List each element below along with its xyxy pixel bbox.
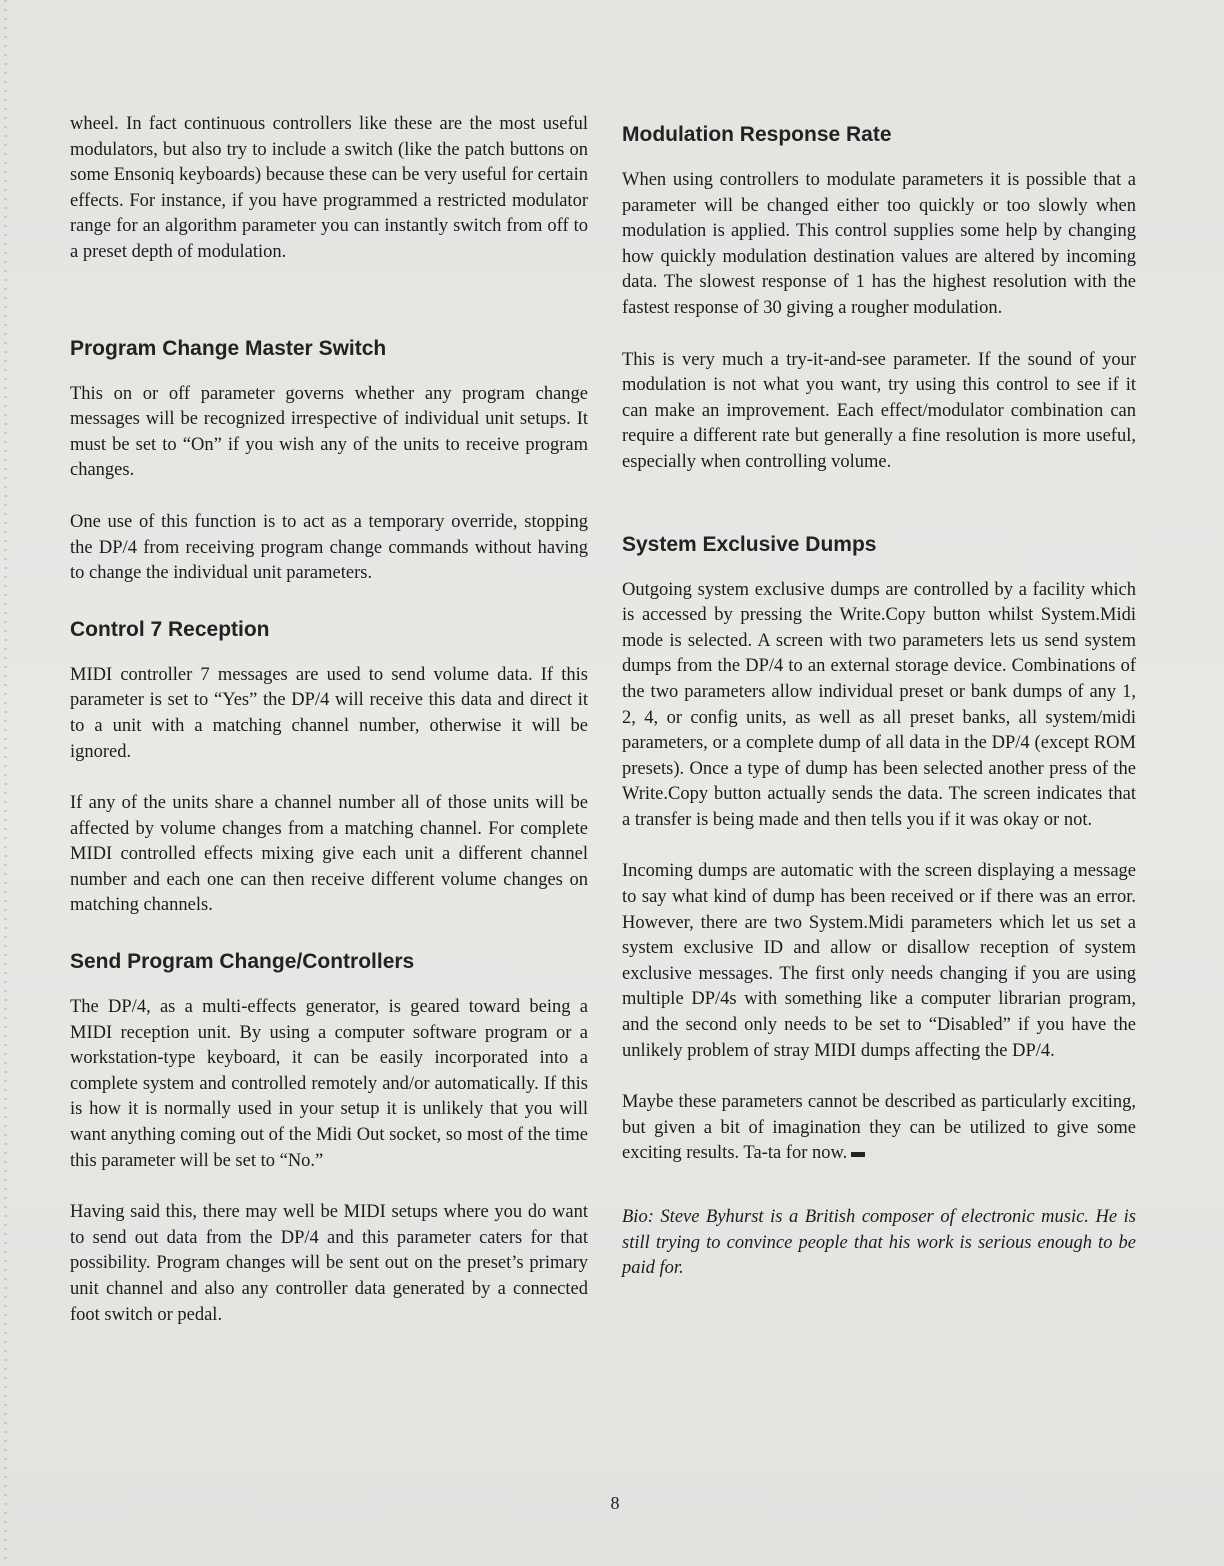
modulation-response-paragraph-2: This is very much a try-it-and-see parameter. If the sound of your modulation is not what you want, try using this control to see if it can make an improvement. Each effect/modulator combination can require a different rate but generally a fine resolution is more useful, especially when controlling volume. (622, 349, 1136, 472)
program-change-master-paragraph-2: One use of this function is to act as a temporary override, stopping the DP/4 from receiving program change commands without having to change the individual unit parameters. (70, 511, 588, 584)
binding-margin (4, 0, 7, 1566)
heading-control-7: Control 7 Reception (70, 617, 270, 641)
send-program-change-paragraph-2: Having said this, there may well be MIDI setups where you do want to send out data from the DP/4 and this parameter caters for that possibility. Program changes will be sent out on the preset’s primary unit channel and also any controller data generated by a connected foot switch or pedal. (70, 1202, 588, 1325)
right-column (622, 112, 1136, 1282)
modulation-response-paragraph-1: When using controllers to modulate parameters it is possible that a parameter will be changed either too quickly or too slowly when modulation is applied. This control supplies some help by changing how quickly modulation destination values are altered by incoming data. The slowest response of 1 has the highest resolution with the fastest response of 30 giving a rougher modulation. (622, 170, 1136, 318)
system-exclusive-paragraph-1: Outgoing system exclusive dumps are controlled by a facility which is accessed by pressing the Write.Copy button whilst System.Midi mode is selected. A screen with two parameters lets us send system dumps from the DP/4 to an external storage device. Combinations of the two parameters allow individual preset or bank dumps of any 1, 2, 4, or config units, as well as all preset banks, all system/midi parameters, or a complete dump of all data in the DP/4 (except ROM presets). Once a type of dump has been selected another press of the Write.Copy button actually sends the data. The screen indicates that a transfer is being made and then tells you if it was okay or not. (622, 579, 1136, 830)
system-exclusive-paragraph-2: Incoming dumps are automatic with the screen displaying a message to say what kind of dump has been received or if there was an error. However, there are two System.Midi parameters which let us set a system exclusive ID and allow or disallow reception of system exclusive messages. The first only needs changing if you are using multiple DP/4s with something like a computer librarian program, and the second only needs to be set to “Disabled” if you have the unlikely problem of stray MIDI dumps affecting the DP/4. (622, 861, 1136, 1061)
page-number: 8 (610, 1493, 620, 1513)
control-7-paragraph-2: If any of the units share a channel number all of those units will be affected by volume changes from a matching channel. For complete MIDI controlled effects mixing give each unit a different channel number and each one can then receive different volume changes on matching channels. (70, 793, 588, 916)
end-of-article-mark (851, 1152, 865, 1157)
left-column (70, 112, 588, 1328)
control-7-paragraph-1: MIDI controller 7 messages are used to send volume data. If this parameter is set to “Yes” the DP/4 will receive this data and direct it to a unit with a matching channel number, otherwise it will be ignored. (70, 664, 588, 762)
heading-system-exclusive: System Exclusive Dumps (622, 532, 877, 556)
system-exclusive-paragraph-3 (622, 1090, 1136, 1167)
heading-modulation-response: Modulation Response Rate (622, 123, 892, 146)
intro-paragraph: wheel. In fact continuous controllers like these are the most useful modulators, but also try to include a switch (like the patch buttons on some Ensoniq keyboards) because these can be very useful for certain effects. For instance, if you have programmed a restricted modulator range for an algorithm parameter you can instantly switch from off to a preset depth of modulation. (70, 114, 588, 262)
program-change-master-paragraph-1: This on or off parameter governs whether any program change messages will be recognized irrespective of individual unit setups. It must be set to “On” if you wish any of the units to receive program changes. (70, 383, 588, 481)
heading-send-program-change: Send Program Change/Controllers (70, 950, 415, 974)
closing-text: Maybe these parameters cannot be described as particularly exciting, but given a bit of imagination they can be utilized to give some exciting results. Ta-ta for now. (622, 1092, 1136, 1164)
author-bio: Bio: Steve Byhurst is a British composer of electronic music. He is still trying to convince people that his work is serious enough to be paid for. (622, 1207, 1136, 1279)
send-program-change-paragraph-1: The DP/4, as a multi-effects generator, is geared toward being a MIDI reception unit. By using a computer software program or a workstation-type keyboard, it can be easily incorporated into a complete system and controlled remotely and/or automatically. If this is how it is normally used in your setup it is unlikely that you will want anything coming out of the Midi Out socket, so most of the time this parameter will be set to “No.” (70, 997, 588, 1171)
heading-program-change-master: Program Change Master Switch (70, 336, 387, 360)
